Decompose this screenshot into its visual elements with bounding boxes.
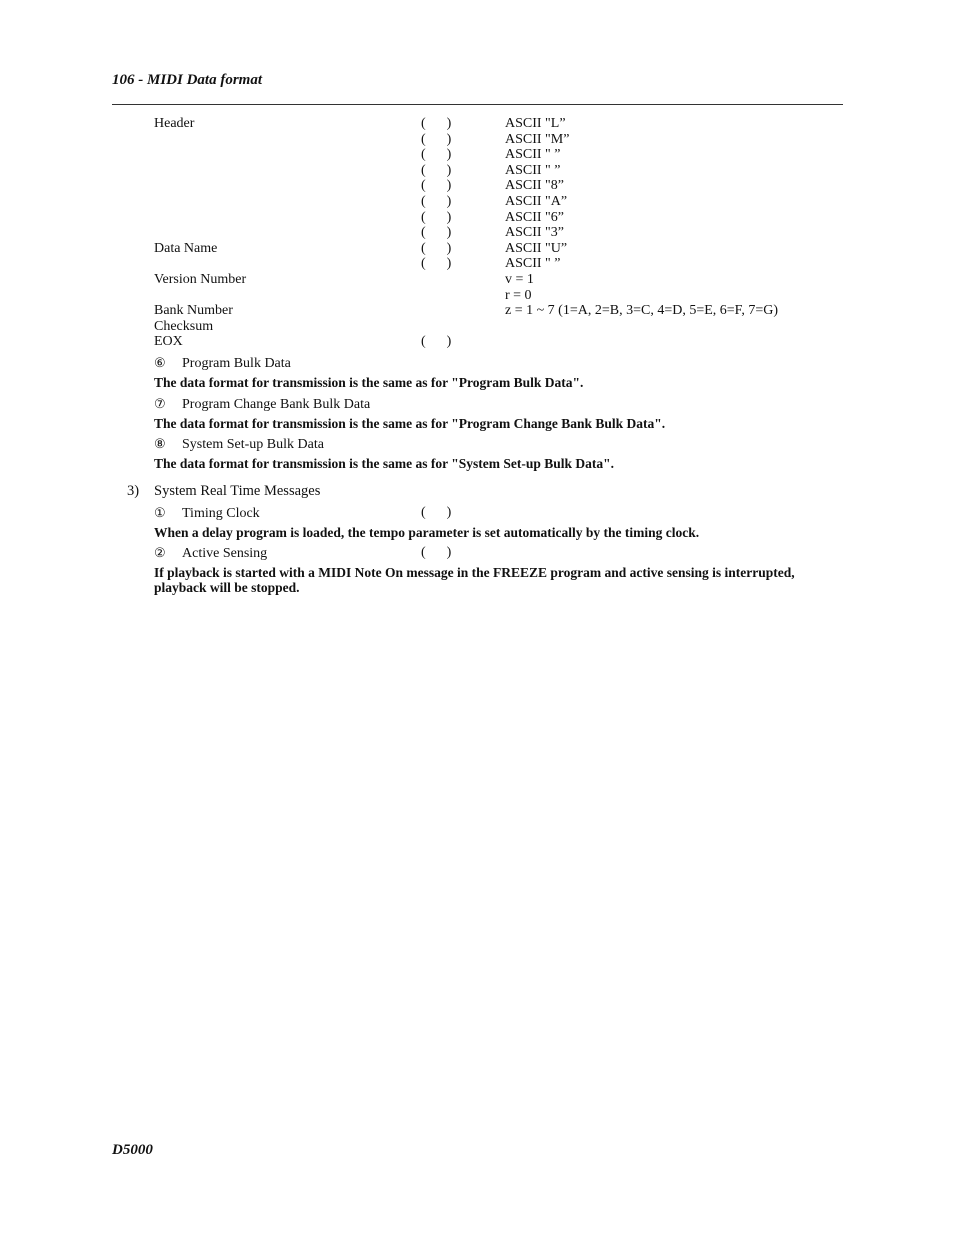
field-desc: ASCII "8” (505, 178, 564, 194)
table-row (154, 241, 854, 257)
hex-value: ( ) (421, 131, 452, 147)
circled-number-2: ② (154, 545, 166, 560)
field-name: Checksum (154, 318, 214, 334)
table-row (154, 147, 854, 163)
circled-number-6: ⑥ (154, 355, 166, 370)
program-change-bank-note: The data format for transmission is the same as for "Program Change Bank Bulk Data". (154, 416, 666, 431)
field-desc: ASCII " ” (505, 256, 561, 272)
hex-value: ( ) (421, 162, 452, 178)
item-system-setup (154, 436, 324, 453)
timing-clock-note: When a delay program is loaded, the tempo parameter is set automatically by the timing clock. (154, 525, 700, 540)
section-number: 3) (127, 483, 140, 499)
item-program-bulk (154, 355, 291, 372)
field-desc: ASCII " ” (505, 147, 561, 163)
hex-value: ( ) (421, 240, 452, 256)
field-desc: ASCII "3” (505, 225, 564, 241)
sysex-format-table (154, 116, 854, 350)
field-name: Version Number (154, 271, 247, 287)
header-rule (112, 104, 843, 105)
item-active-sensing (154, 545, 267, 562)
field-desc: z = 1 ~ 7 (1=A, 2=B, 3=C, 4=D, 5=E, 6=F, 7=G) (505, 303, 778, 319)
item-timing-clock (154, 505, 260, 522)
field-desc: ASCII "A” (505, 193, 568, 209)
circled-number-8: ⑧ (154, 436, 166, 451)
field-name: EOX (154, 334, 183, 350)
field-name: Header (154, 116, 195, 131)
table-row (154, 256, 854, 272)
hex-value: ( ) (421, 505, 452, 520)
section-3-heading (127, 483, 320, 500)
item-label: Active Sensing (182, 546, 268, 561)
circled-number-7: ⑦ (154, 396, 166, 411)
table-row (154, 225, 854, 241)
table-row (154, 272, 854, 288)
field-name: Bank Number (154, 303, 233, 319)
hex-value: ( ) (421, 193, 452, 209)
table-row (154, 178, 854, 194)
section-title: System Real Time Messages (154, 483, 321, 499)
page-header: 106 - MIDI Data format (112, 72, 263, 88)
page-footer: D5000 (112, 1142, 153, 1158)
hex-value: ( ) (421, 256, 452, 272)
active-sensing-note: If playback is started with a MIDI Note On message in the FREEZE program and active sensing is interrupted, playback will be stopped. (154, 565, 795, 595)
program-bulk-note: The data format for transmission is the same as for "Program Bulk Data". (154, 375, 584, 390)
hex-value: ( ) (421, 178, 452, 194)
field-desc: ASCII "M” (505, 131, 570, 147)
field-desc: ASCII "U” (505, 240, 568, 256)
table-row (154, 334, 854, 350)
circled-number-1: ① (154, 505, 166, 520)
table-row (154, 288, 854, 304)
item-label: System Set-up Bulk Data (182, 437, 324, 452)
item-label: Program Bulk Data (182, 356, 291, 371)
table-row (154, 116, 854, 132)
item-label: Timing Clock (182, 506, 260, 521)
table-row (154, 163, 854, 179)
item-label: Program Change Bank Bulk Data (182, 397, 371, 412)
table-row (154, 319, 854, 335)
field-name: Data Name (154, 240, 218, 256)
field-desc: ASCII " ” (505, 162, 561, 178)
hex-value: ( ) (421, 334, 452, 350)
hex-value: ( ) (421, 209, 452, 225)
table-row (154, 210, 854, 226)
field-desc: v = 1 (505, 271, 534, 287)
field-desc: r = 0 (505, 287, 532, 303)
field-desc: ASCII "L” (505, 116, 566, 131)
hex-value: ( ) (421, 545, 452, 560)
field-desc: ASCII "6” (505, 209, 564, 225)
hex-value: ( ) (421, 147, 452, 163)
table-row (154, 194, 854, 210)
table-row (154, 303, 854, 319)
table-row (154, 132, 854, 148)
system-setup-note: The data format for transmission is the same as for "System Set-up Bulk Data". (154, 456, 614, 471)
hex-value: ( ) (421, 225, 452, 241)
hex-value: ( ) (421, 116, 452, 131)
item-program-change-bank (154, 396, 370, 413)
